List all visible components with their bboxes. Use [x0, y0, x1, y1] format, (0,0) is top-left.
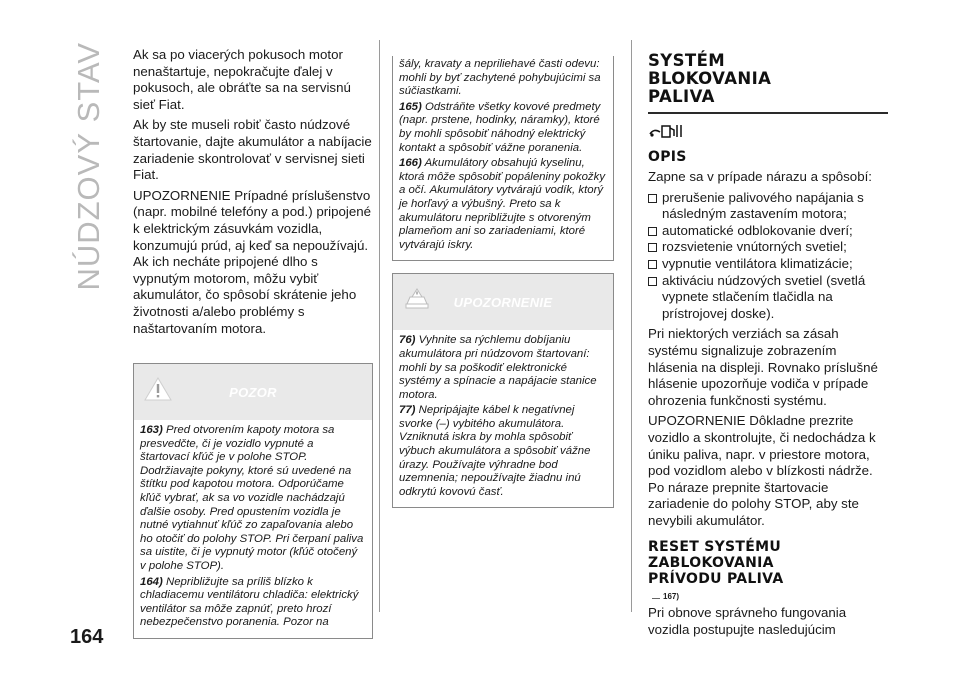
pozor-box: [133, 363, 373, 639]
heading-rule: [648, 112, 888, 114]
page-number: 164: [70, 626, 104, 648]
note-item: 76) Vyhnite sa rýchlemu dobíjaniu akumulátora pri núdzovom štartovaní: mohli by sa poškodiť elektronické systémy a spínacie a napájacie stanice motora.: [399, 334, 597, 401]
paragraph: Zapne sa v prípade nárazu a spôsobí:: [648, 169, 872, 184]
section-heading: SYSTÉM BLOKOVANIA PALIVA: [648, 51, 772, 106]
note-item: 163) Pred otvorením kapoty motora sa presvedčte, či je vozidlo vypnuté a štartovací kľúč je v polohe STOP. Dodržiavajte pokyny, ktoré sú uvedené na štítku pod kapotou motora. Odporúčame kľúč vybrať, ak sa vo vozidle nachádzajú ďalšie osoby. Pred opustením vozidla je nutné vytiahnuť kľúč zo zapaľovania alebo ho otočiť do polohy STOP. Pri čerpaní paliva sa uistite, či je vypnutý motor (kľúč otočený v polohe STOP).: [140, 424, 364, 573]
note-item: 77) Nepripájajte kábel k negatívnej svorke (–) vybitého akumulátora. Vzniknutá iskra by mohla spôsobiť výbuch akumulátora a spôsobiť vážne úrazy. Používajte výhradne bod uzemnenia; nepoužívajte žiadnu inú odkrytú kovovú časť.: [399, 404, 591, 498]
side-section-title: NÚDZOVÝ STAV: [71, 42, 106, 291]
upozornenie-header: [393, 274, 613, 330]
note-lead: šály, kravaty a nepriliehavé časti odevu: mohli by byť zachytené pohybujúcimi sa súčiastkami.: [399, 58, 601, 98]
opis-heading: OPIS: [648, 149, 687, 165]
reference-mark: 167): [652, 591, 888, 601]
column-divider: [379, 40, 380, 612]
body-text: [648, 605, 888, 638]
pozor-header: [134, 364, 372, 420]
paragraph: Ak sa po viacerých pokusoch motor nenaštartuje, nepokračujte ďalej v pokusoch, ale obráťte sa na servisnú sieť Fiat.: [133, 47, 351, 112]
list-item: rozsvietenie vnútorných svetiel;: [648, 239, 888, 256]
list-item: aktiváciu núdzových svetiel (svetlá vypnete stlačením tlačidla na prístrojovej doske).: [648, 273, 888, 323]
warning-triangle-icon: [144, 376, 172, 402]
upozornenie-box: [392, 273, 614, 508]
column-divider: [631, 40, 632, 612]
pozor-body: [393, 56, 613, 260]
list-item: vypnutie ventilátora klimatizácie;: [648, 256, 888, 273]
reset-heading: RESET SYSTÉMU ZABLOKOVANIA PRÍVODU PALIVA: [648, 539, 784, 588]
paragraph: Pri obnove správneho fungovania vozidla postupujte nasledujúcim: [648, 605, 847, 638]
list-item: prerušenie palivového napájania s následným zastavením motora;: [648, 190, 888, 223]
paragraph: Pri niektorých verziách sa zásah systému signalizuje zobrazením hlásenia na displeji. Rovnako príslušné hlásenie upozorňuje vodiča v prípade ohrozenia funkčnosti systému.: [648, 326, 878, 408]
pozor-label: POZOR: [229, 384, 277, 400]
paragraph: UPOZORNENIE Dôkladne prezrite vozidlo a skontrolujte, či nedochádza k úniku paliva, napr. v priestore motora, pod vozidlom alebo v blízkosti nádrže. Po náraze prepnite štartovacie zariadenie do polohy STOP, aby ste nevybili akumulátor.: [648, 413, 876, 528]
note-item: 165) Odstráňte všetky kovové predmety (napr. prstene, hodinky, náramky), ktoré by mohli spôsobiť náhodný elektrický kontakt a spôsobiť vážne poranenia.: [399, 100, 601, 154]
pozor-body: [134, 420, 372, 638]
paragraph: Ak by ste museli robiť často núdzové štartovanie, dajte akumulátor a nabíjacie zariadenie skontrolovať v servisnej sieti Fiat.: [133, 117, 372, 183]
body-text: [648, 169, 888, 186]
list-item: automatické odblokovanie dverí;: [648, 223, 888, 240]
car-warning-icon: [403, 286, 431, 312]
upozornenie-body: [393, 330, 613, 507]
note-item: 164) Nepribližujte sa príliš blízko k chladiacemu ventilátoru chladiča: elektrický ventilátor sa môže zapnúť, preto hrozí nebezpečenstvo poranenia. Pozor na: [140, 575, 359, 629]
upozornenie-label: UPOZORNENIE: [453, 294, 553, 310]
pozor-box-continued: [392, 56, 614, 261]
bullet-list: [648, 190, 888, 323]
column-2: [392, 56, 614, 508]
body-text: [648, 326, 888, 529]
column-3: [648, 52, 888, 643]
note-item: 166) Akumulátory obsahujú kyselinu, ktorá môže spôsobiť popáleniny pokožky a očí. Akumulátory vytvárajú vodík, ktorý je horľavý a výbušný. Preto sa k akumulátoru nepribližujte s otvoreným plameňom ani so zariadeniami, ktoré vytvárajú iskry.: [399, 157, 606, 251]
fuel-cutoff-icon: [648, 122, 688, 140]
paragraph: UPOZORNENIE Prípadné príslušenstvo (napr. mobilné telefóny a pod.) pripojené k elektrickým zásuvkám vozidla, konzumujú prúd, aj keď sa nepoužívajú. Ak ich necháte pripojené dlho s vypnutým motorom, môžu vybiť akumulátor, čo spôsobí skrátenie jeho životnosti a/alebo problémy s naštartovaním motora.: [133, 187, 372, 336]
warning-icon: [652, 591, 660, 599]
body-text: [133, 47, 373, 337]
column-1: [133, 47, 373, 639]
